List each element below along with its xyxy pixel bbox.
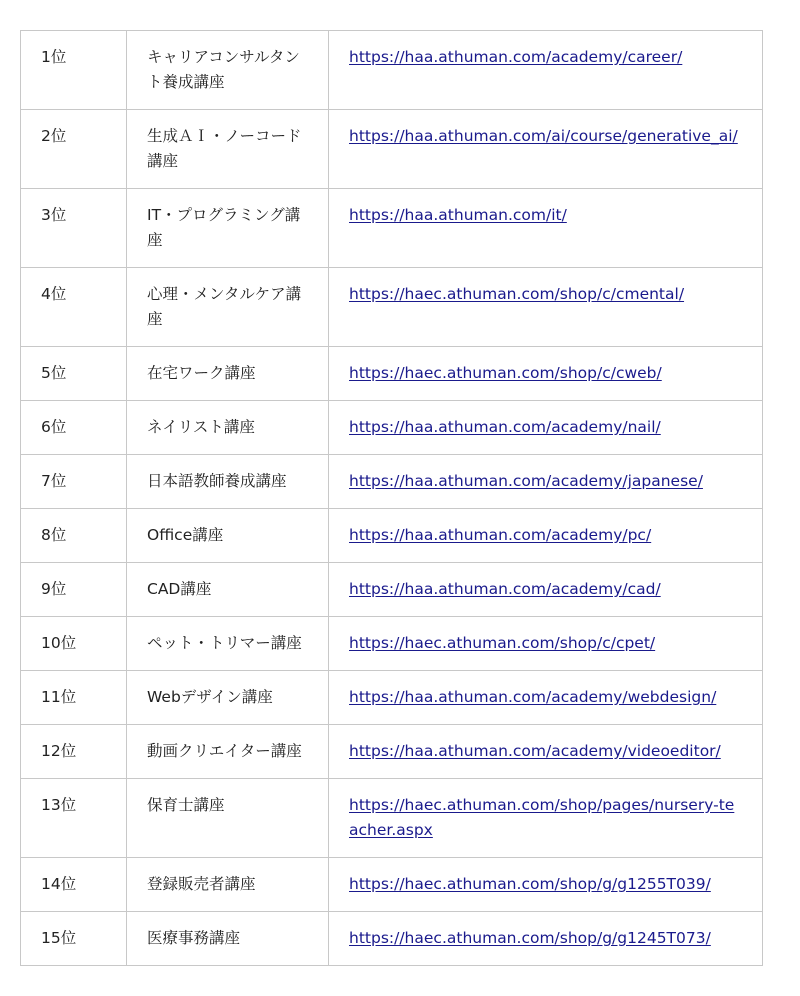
course-url-link[interactable]: https://haec.athuman.com/shop/pages/nursery-teacher.aspx — [349, 796, 735, 839]
course-url-link[interactable]: https://haec.athuman.com/shop/c/cpet/ — [349, 634, 656, 652]
table-row — [21, 31, 763, 110]
course-name-cell: Webデザイン講座 — [127, 671, 329, 725]
course-url-link[interactable]: https://haa.athuman.com/academy/videoeditor/ — [349, 742, 721, 760]
url-cell — [329, 617, 763, 671]
ranking-table-body — [21, 31, 763, 966]
table-row — [21, 725, 763, 779]
url-cell — [329, 858, 763, 912]
ranking-table — [20, 30, 763, 966]
course-name-cell: 心理・メンタルケア講座 — [127, 268, 329, 347]
table-row — [21, 110, 763, 189]
course-name-cell: キャリアコンサルタント養成講座 — [127, 31, 329, 110]
rank-cell: 14位 — [21, 858, 127, 912]
url-cell — [329, 725, 763, 779]
table-row — [21, 617, 763, 671]
url-cell — [329, 268, 763, 347]
course-url-link[interactable]: https://haa.athuman.com/academy/nail/ — [349, 418, 661, 436]
url-cell — [329, 455, 763, 509]
course-name-cell: IT・プログラミング講座 — [127, 189, 329, 268]
url-cell — [329, 671, 763, 725]
url-cell — [329, 779, 763, 858]
table-row — [21, 268, 763, 347]
table-row — [21, 671, 763, 725]
rank-cell: 13位 — [21, 779, 127, 858]
course-name-cell: 生成ＡＩ・ノーコード講座 — [127, 110, 329, 189]
url-cell — [329, 31, 763, 110]
table-row — [21, 779, 763, 858]
rank-cell: 7位 — [21, 455, 127, 509]
rank-cell: 15位 — [21, 912, 127, 966]
table-row — [21, 858, 763, 912]
course-url-link[interactable]: https://haa.athuman.com/academy/cad/ — [349, 580, 661, 598]
table-row — [21, 189, 763, 268]
url-cell — [329, 509, 763, 563]
url-cell — [329, 912, 763, 966]
course-url-link[interactable]: https://haec.athuman.com/shop/g/g1255T039/ — [349, 875, 711, 893]
course-url-link[interactable]: https://haa.athuman.com/academy/webdesign/ — [349, 688, 717, 706]
rank-cell: 11位 — [21, 671, 127, 725]
course-url-link[interactable]: https://haec.athuman.com/shop/c/cweb/ — [349, 364, 662, 382]
rank-cell: 12位 — [21, 725, 127, 779]
course-url-link[interactable]: https://haa.athuman.com/it/ — [349, 206, 567, 224]
rank-cell: 4位 — [21, 268, 127, 347]
course-name-cell: 保育士講座 — [127, 779, 329, 858]
rank-cell: 5位 — [21, 347, 127, 401]
course-name-cell: ネイリスト講座 — [127, 401, 329, 455]
url-cell — [329, 110, 763, 189]
rank-cell: 8位 — [21, 509, 127, 563]
table-row — [21, 347, 763, 401]
course-name-cell: Office講座 — [127, 509, 329, 563]
course-url-link[interactable]: https://haec.athuman.com/shop/c/cmental/ — [349, 285, 685, 303]
url-cell — [329, 189, 763, 268]
rank-cell: 10位 — [21, 617, 127, 671]
table-row — [21, 455, 763, 509]
url-cell — [329, 347, 763, 401]
table-row — [21, 509, 763, 563]
table-row — [21, 401, 763, 455]
url-cell — [329, 563, 763, 617]
course-name-cell: ペット・トリマー講座 — [127, 617, 329, 671]
url-cell — [329, 401, 763, 455]
rank-cell: 6位 — [21, 401, 127, 455]
course-name-cell: 登録販売者講座 — [127, 858, 329, 912]
rank-cell: 3位 — [21, 189, 127, 268]
course-url-link[interactable]: https://haa.athuman.com/academy/career/ — [349, 48, 683, 66]
course-name-cell: 在宅ワーク講座 — [127, 347, 329, 401]
rank-cell: 1位 — [21, 31, 127, 110]
table-row — [21, 912, 763, 966]
table-row — [21, 563, 763, 617]
course-name-cell: 動画クリエイター講座 — [127, 725, 329, 779]
rank-cell: 9位 — [21, 563, 127, 617]
rank-cell: 2位 — [21, 110, 127, 189]
course-name-cell: 医療事務講座 — [127, 912, 329, 966]
course-name-cell: 日本語教師養成講座 — [127, 455, 329, 509]
course-url-link[interactable]: https://haec.athuman.com/shop/g/g1245T073/ — [349, 929, 711, 947]
course-name-cell: CAD講座 — [127, 563, 329, 617]
course-url-link[interactable]: https://haa.athuman.com/academy/pc/ — [349, 526, 652, 544]
course-url-link[interactable]: https://haa.athuman.com/ai/course/generative_ai/ — [349, 127, 738, 145]
course-url-link[interactable]: https://haa.athuman.com/academy/japanese/ — [349, 472, 703, 490]
